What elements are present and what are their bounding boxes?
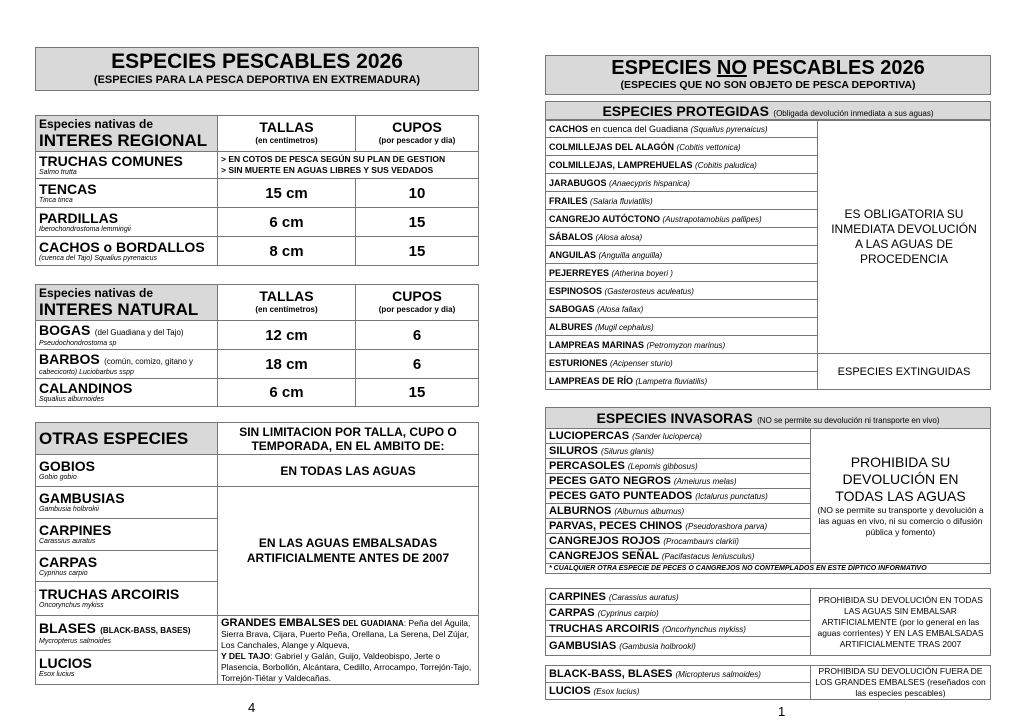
list-item: ANGUILAS (Anguilla anguilla) xyxy=(546,246,818,264)
list-item: GAMBUSIAS (Gambusia holbrooki) xyxy=(546,637,811,656)
list-item: TRUCHAS ARCOIRIS (Oncorhynchus mykiss) xyxy=(546,621,811,637)
list-item: CANGREJOS SEÑAL (Pacifastacus leniusculus) xyxy=(546,549,811,564)
list-item: ESPINOSOS (Gasterosteus aculeatus) xyxy=(546,282,818,300)
list-item: COLMILLEJAS, LAMPREHUELAS (Cobitis paludica) xyxy=(546,156,818,174)
list-item: BLACK-BASS, BLASES (Micropterus salmoides) xyxy=(546,666,811,683)
natural-table xyxy=(35,284,479,407)
blackbass-table xyxy=(545,665,991,700)
list-item: CACHOS en cuenca del Guadiana (Squalius pyrenaicus) xyxy=(546,120,818,138)
list-item: ESTURIONES (Acipenser sturio) xyxy=(546,354,818,372)
natural-head-big: INTERES NATURAL xyxy=(39,299,199,319)
regional-tallas-header: TALLAS (en centímetros) xyxy=(218,116,356,152)
table-row: TENCAS Tinca tinca xyxy=(36,179,218,208)
list-item: CANGREJO AUTÓCTONO (Austrapotamobius pallipes) xyxy=(546,210,818,228)
truchas-comunes-cell: TRUCHAS COMUNES Salmo trutta xyxy=(36,152,218,179)
otras-table xyxy=(35,422,479,685)
natural-tallas-header: TALLAS (en centímetros) xyxy=(218,285,356,321)
table-row: PARDILLAS Iberochondrostoma lemmingii xyxy=(36,208,218,237)
table-row: LUCIOS Esox lucius xyxy=(36,651,218,685)
table-row: GOBIOS Gobio gobio xyxy=(36,455,218,487)
natural-cupos-header: CUPOS (por pescador y dia) xyxy=(356,285,479,321)
list-item: PERCASOLES (Lepomis gibbosus) xyxy=(546,459,811,474)
list-item: LUCIOS (Esox lucius) xyxy=(546,683,811,700)
cupo-value: 6 xyxy=(356,350,479,379)
cupo-value: 15 xyxy=(356,237,479,266)
blackbass-prohibida-text: PROHIBIDA SU DEVOLUCIÓN FUERA DE LOS GRANDES EMBALSES (reseñados con las especies pescables) xyxy=(811,666,991,700)
table-row: TRUCHAS ARCOIRIS Oncorynchus mykiss xyxy=(36,582,218,616)
list-item: CARPAS (Cyprinus carpio) xyxy=(546,605,811,621)
list-item: COLMILLEJAS DEL ALAGÓN (Cobitis vettonica) xyxy=(546,138,818,156)
talla-value: 15 cm xyxy=(218,179,356,208)
table-row: CARPINES Carassius auratus xyxy=(36,519,218,551)
list-item: ALBURNOS (Alburnus alburnus) xyxy=(546,504,811,519)
list-item: ALBURES (Mugil cephalus) xyxy=(546,318,818,336)
protegidas-table xyxy=(545,119,991,390)
list-item: CARPINES (Carassius auratus) xyxy=(546,589,811,605)
protegidas-header: ESPECIES PROTEGIDAS (Obligada devolución inmediata a sus aguas) xyxy=(545,101,991,121)
cupo-value: 15 xyxy=(356,379,479,407)
cupo-value: 10 xyxy=(356,179,479,208)
left-title-box xyxy=(35,47,479,91)
embalsadas-text: EN LAS AGUAS EMBALSADAS ARTIFICIALMENTE ANTES DE 2007 xyxy=(218,487,479,616)
regional-cupos-header: CUPOS (por pescador y dia) xyxy=(356,116,479,152)
right-subtitle: (ESPECIES QUE NO SON OBJETO DE PESCA DEPORTIVA) xyxy=(620,79,916,91)
grandes-embalses-text: GRANDES EMBALSES DEL GUADIANA: Peña del Águila, Sierra Brava, Cijara, Puerto Peña, Orellana, La Serena, Del Zújar, Los Canchales, Alange y Alqueva, Y DEL TAJO: Gabriel y Galán, Guijo, Valdeobispo, Jerte o Plasencia, Borbollón, Alcántara, Cedillo, Arrocampo, Torrejón-Tajo, Torrejón-Tiétar y Valdecañas. xyxy=(218,616,479,685)
list-item: LAMPREAS DE RÍO (Lampetra fluviatilis) xyxy=(546,372,818,390)
list-item: FRAILES (Salaria fluviatilis) xyxy=(546,192,818,210)
page-number-left: 4 xyxy=(248,700,256,715)
regional-head-big: INTERES REGIONAL xyxy=(39,130,208,150)
todas-las-aguas: EN TODAS LAS AGUAS xyxy=(218,455,479,487)
invasoras-table xyxy=(545,428,991,574)
otras-prohibida-text: PROHIBIDA SU DEVOLUCIÓN EN TODAS LAS AGUAS SIN EMBALSAR ARTIFICIALMENTE (por lo general en las aguas corrientes) Y EN LAS EMBALSADAS ARTIFICIALMENTE TRAS 2007 xyxy=(811,589,991,656)
cupo-value: 15 xyxy=(356,208,479,237)
extinguidas-text: ESPECIES EXTINGUIDAS xyxy=(818,354,991,390)
left-subtitle: (ESPECIES PARA LA PESCA DEPORTIVA EN EXTREMADURA) xyxy=(93,74,421,86)
talla-value: 6 cm xyxy=(218,379,356,407)
truchas-rules: > EN COTOS DE PESCA SEGÚN SU PLAN DE GESTION > SIN MUERTE EN AGUAS LIBRES Y SUS VEDADOS xyxy=(218,152,479,179)
right-title-box xyxy=(545,55,991,95)
list-item: LAMPREAS MARINAS (Petromyzon marinus) xyxy=(546,336,818,354)
regional-header xyxy=(36,116,218,152)
talla-value: 12 cm xyxy=(218,321,356,350)
invasoras-footnote: * CUALQUIER OTRA ESPECIE DE PECES O CANGREJOS NO CONTEMPLADOS EN ESTE DÍPTICO INFORMATIVO xyxy=(546,564,991,574)
table-row: BOGAS (del Guadiana y del Tajo) Pseudochondrostoma sp xyxy=(36,321,218,350)
talla-value: 8 cm xyxy=(218,237,356,266)
natural-head-small: Especies nativas de xyxy=(39,285,154,300)
table-row: CALANDINOS Squalius alburnoides xyxy=(36,379,218,407)
obligatoria-text: ES OBLIGATORIA SU INMEDIATA DEVOLUCIÓN A LAS AGUAS DE PROCEDENCIA xyxy=(818,120,991,354)
list-item: SÁBALOS (Alosa alosa) xyxy=(546,228,818,246)
list-item: CANGREJOS ROJOS (Procambaurs clarkii) xyxy=(546,534,811,549)
left-title: ESPECIES PESCABLES 2026 xyxy=(111,50,403,73)
table-row: CARPAS Cyprinus carpio xyxy=(36,551,218,582)
table-row: CACHOS o BORDALLOS (cuenca del Tajo) Squalius pyrenaicus xyxy=(36,237,218,266)
list-item: LUCIOPERCAS (Sander lucioperca) xyxy=(546,429,811,444)
table-row: GAMBUSIAS Gambusia holbrokii xyxy=(36,487,218,519)
natural-header xyxy=(36,285,218,321)
right-title: ESPECIES NO PESCABLES 2026 xyxy=(611,57,925,79)
regional-table xyxy=(35,115,479,266)
talla-value: 6 cm xyxy=(218,208,356,237)
talla-value: 18 cm xyxy=(218,350,356,379)
table-row: BLASES (BLACK-BASS, BASES) Mycropterus salmoides xyxy=(36,616,218,651)
otras-header: OTRAS ESPECIES xyxy=(36,423,218,455)
otras-header-right: SIN LIMITACION POR TALLA, CUPO O TEMPORADA, EN EL AMBITO DE: xyxy=(218,423,479,455)
table-row: BARBOS (común, comizo, gitano y cabecicorto) Luciobarbus sspp xyxy=(36,350,218,379)
list-item: PARVAS, PECES CHINOS (Pseudorasbora parva) xyxy=(546,519,811,534)
otras-no-pescables-table xyxy=(545,588,991,656)
cupo-value: 6 xyxy=(356,321,479,350)
list-item: SABOGAS (Alosa fallax) xyxy=(546,300,818,318)
page-number-right: 1 xyxy=(778,704,786,719)
invasoras-header: ESPECIES INVASORAS (NO se permite su devolución ni transporte en vivo) xyxy=(545,407,991,429)
list-item: PEJERREYES (Atherina boyeri ) xyxy=(546,264,818,282)
list-item: SILUROS (Silurus glanis) xyxy=(546,444,811,459)
prohibida-text: PROHIBIDA SU DEVOLUCIÓN EN TODAS LAS AGUAS (NO se permite su transporte y devolución a las aguas en vivo, ni su comercio o difusión pública y fomento) xyxy=(811,429,991,564)
list-item: JARABUGOS (Anaecypris hispanica) xyxy=(546,174,818,192)
regional-head-small: Especies nativas de xyxy=(39,116,154,131)
list-item: PECES GATO PUNTEADOS (Ictalurus punctatus) xyxy=(546,489,811,504)
list-item: PECES GATO NEGROS (Ameiurus melas) xyxy=(546,474,811,489)
